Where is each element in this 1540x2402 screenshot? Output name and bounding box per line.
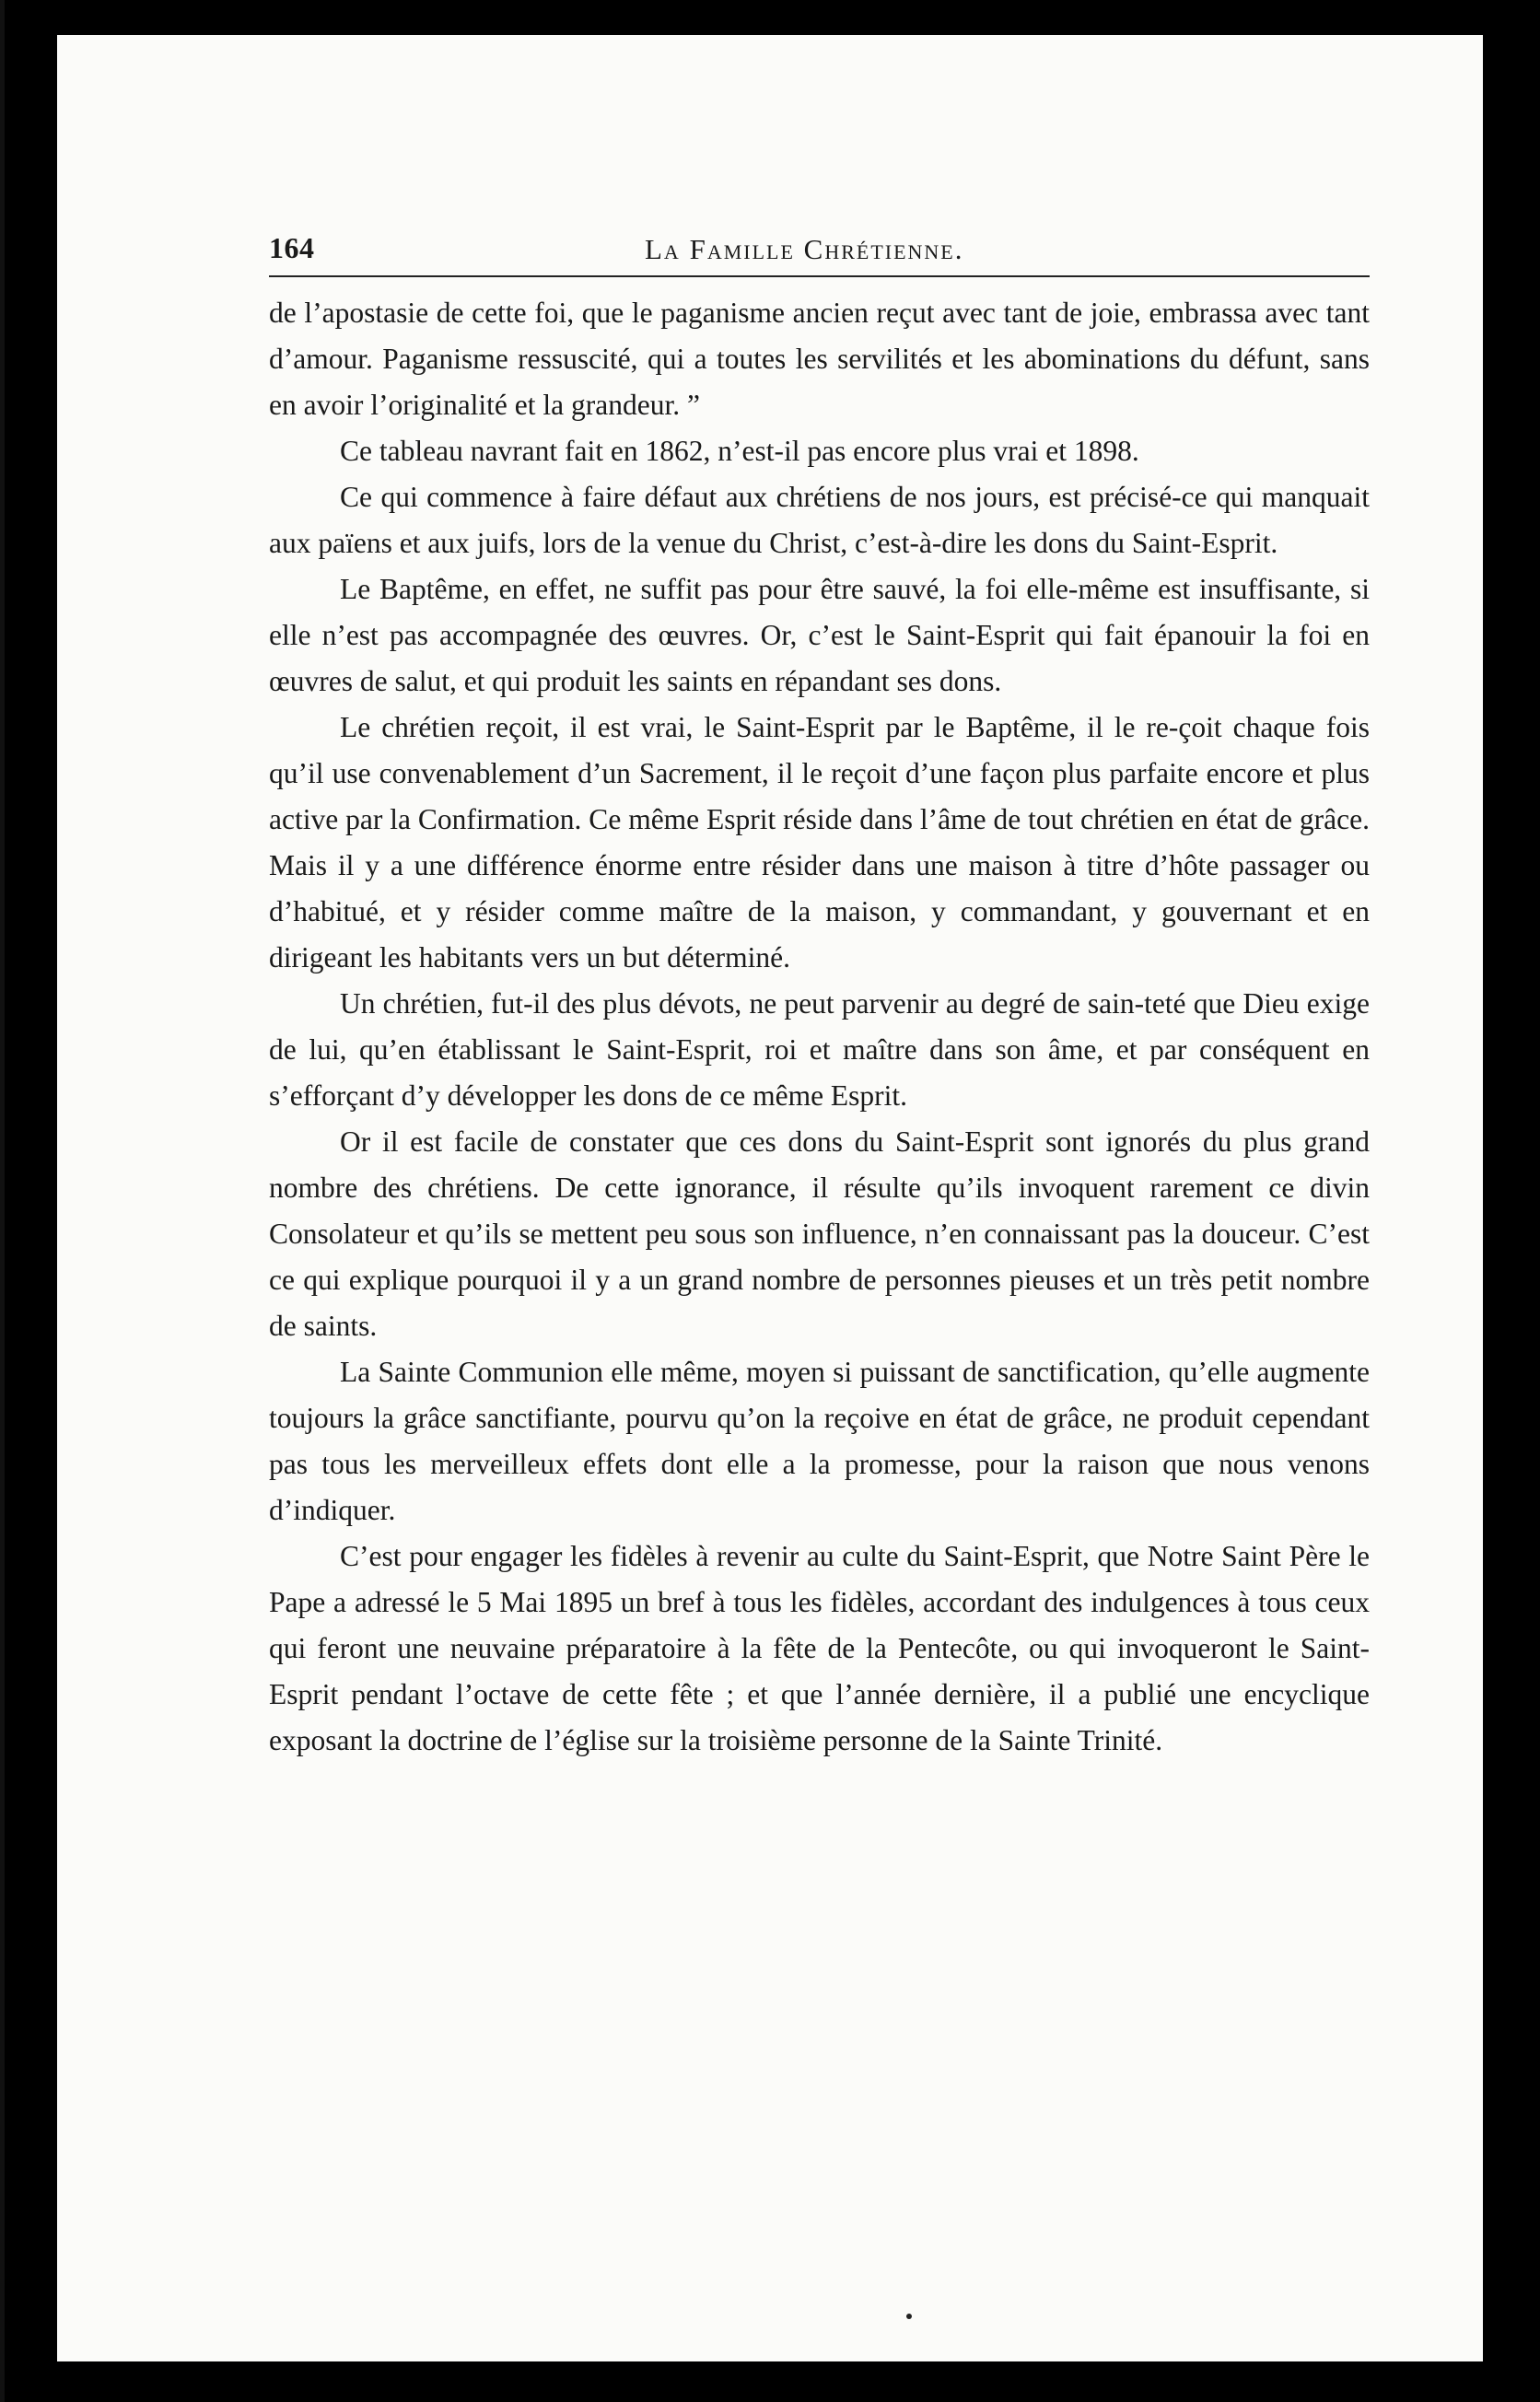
paragraph: C’est pour engager les fidèles à revenir au culte du Saint-Esprit, que Notre Saint Père le Pape a adressé le 5 Mai 1895 un bref à tous les fidèles, accordant des indulgences à tous ceux qui feront une neuvaine préparatoire à la fête de la Pentecôte, ou qui invoqueront le Saint-Esprit pendant l’octave de cette fête ; et que l’année dernière, il a publié une encyclique exposant la doctrine de l’église sur la troisième personne de la Sainte Trinité. — [269, 1540, 1370, 1756]
header-rule — [269, 275, 1370, 277]
page-number: 164 — [269, 231, 315, 264]
paragraph: La Sainte Communion elle même, moyen si puissant de sanctification, qu’elle augmente toujours la grâce sanctifiante, pourvu qu’on la reçoive en état de grâce, ne produit cependant pas tous les merveilleux effets dont elle a la promesse, pour la raison que nous venons d’indiquer. — [269, 1356, 1370, 1526]
paragraph: Ce qui commence à faire défaut aux chrétiens de nos jours, est précisé-ce qui manquait aux païens et aux juifs, lors de la venue du Christ, c’est-à-dire les dons du Saint-Esprit. — [269, 481, 1370, 559]
ink-speck — [906, 2314, 912, 2319]
paragraph: Or il est facile de constater que ces dons du Saint-Esprit sont ignorés du plus grand nombre des chrétiens. De cette ignorance, il résulte qu’ils invoquent rarement ce divin Consolateur et qu’ils se mettent peu sous son influence, n’en connaissant pas la douceur. C’est ce qui explique pourquoi il y a un grand nombre de personnes pieuses et un très petit nombre de saints. — [269, 1125, 1370, 1342]
paragraph: Un chrétien, fut-il des plus dévots, ne peut parvenir au degré de sain-teté que Dieu exige de lui, qu’en établissant le Saint-Esprit, roi et maître dans son âme, et par conséquent en s’efforçant d’y développer les dons de ce même Esprit. — [269, 987, 1370, 1112]
paragraph: Ce tableau navrant fait en 1862, n’est-il pas encore plus vrai et 1898. — [340, 435, 1139, 467]
paragraph-continuation: de l’apostasie de cette foi, que le paganisme ancien reçut avec tant de joie, embrassa avec tant d’amour. Paganisme ressuscité, qui a toutes les servilités et les abominations du défunt, sans en avoir l’originalité et la grandeur. ” — [269, 297, 1370, 421]
running-title: La Famille Chrétienne. — [645, 233, 964, 265]
text-block — [269, 224, 1370, 1764]
paragraph: Le chrétien reçoit, il est vrai, le Saint-Esprit par le Baptême, il le re-çoit chaque fois qu’il use convenablement d’un Sacrement, il le reçoit d’une façon plus parfaite encore et plus active par la Confirmation. Ce même Esprit réside dans l’âme de tout chrétien en état de grâce. Mais il y a une différence énorme entre résider dans une maison à titre d’hôte passager ou d’habitué, et y résider comme maître de la maison, y commandant, y gouvernant et en dirigeant les habitants vers un but déterminé. — [269, 711, 1370, 974]
running-head — [269, 224, 1370, 270]
body-text — [269, 290, 1370, 1764]
book-page — [57, 35, 1483, 2361]
paragraph: Le Baptême, en effet, ne suffit pas pour être sauvé, la foi elle-même est insuffisante, si elle n’est pas accompagnée des œuvres. Or, c’est le Saint-Esprit qui fait épanouir la foi en œuvres de salut, et qui produit les saints en répandant ses dons. — [269, 573, 1370, 697]
scan-edge — [0, 0, 5, 2402]
